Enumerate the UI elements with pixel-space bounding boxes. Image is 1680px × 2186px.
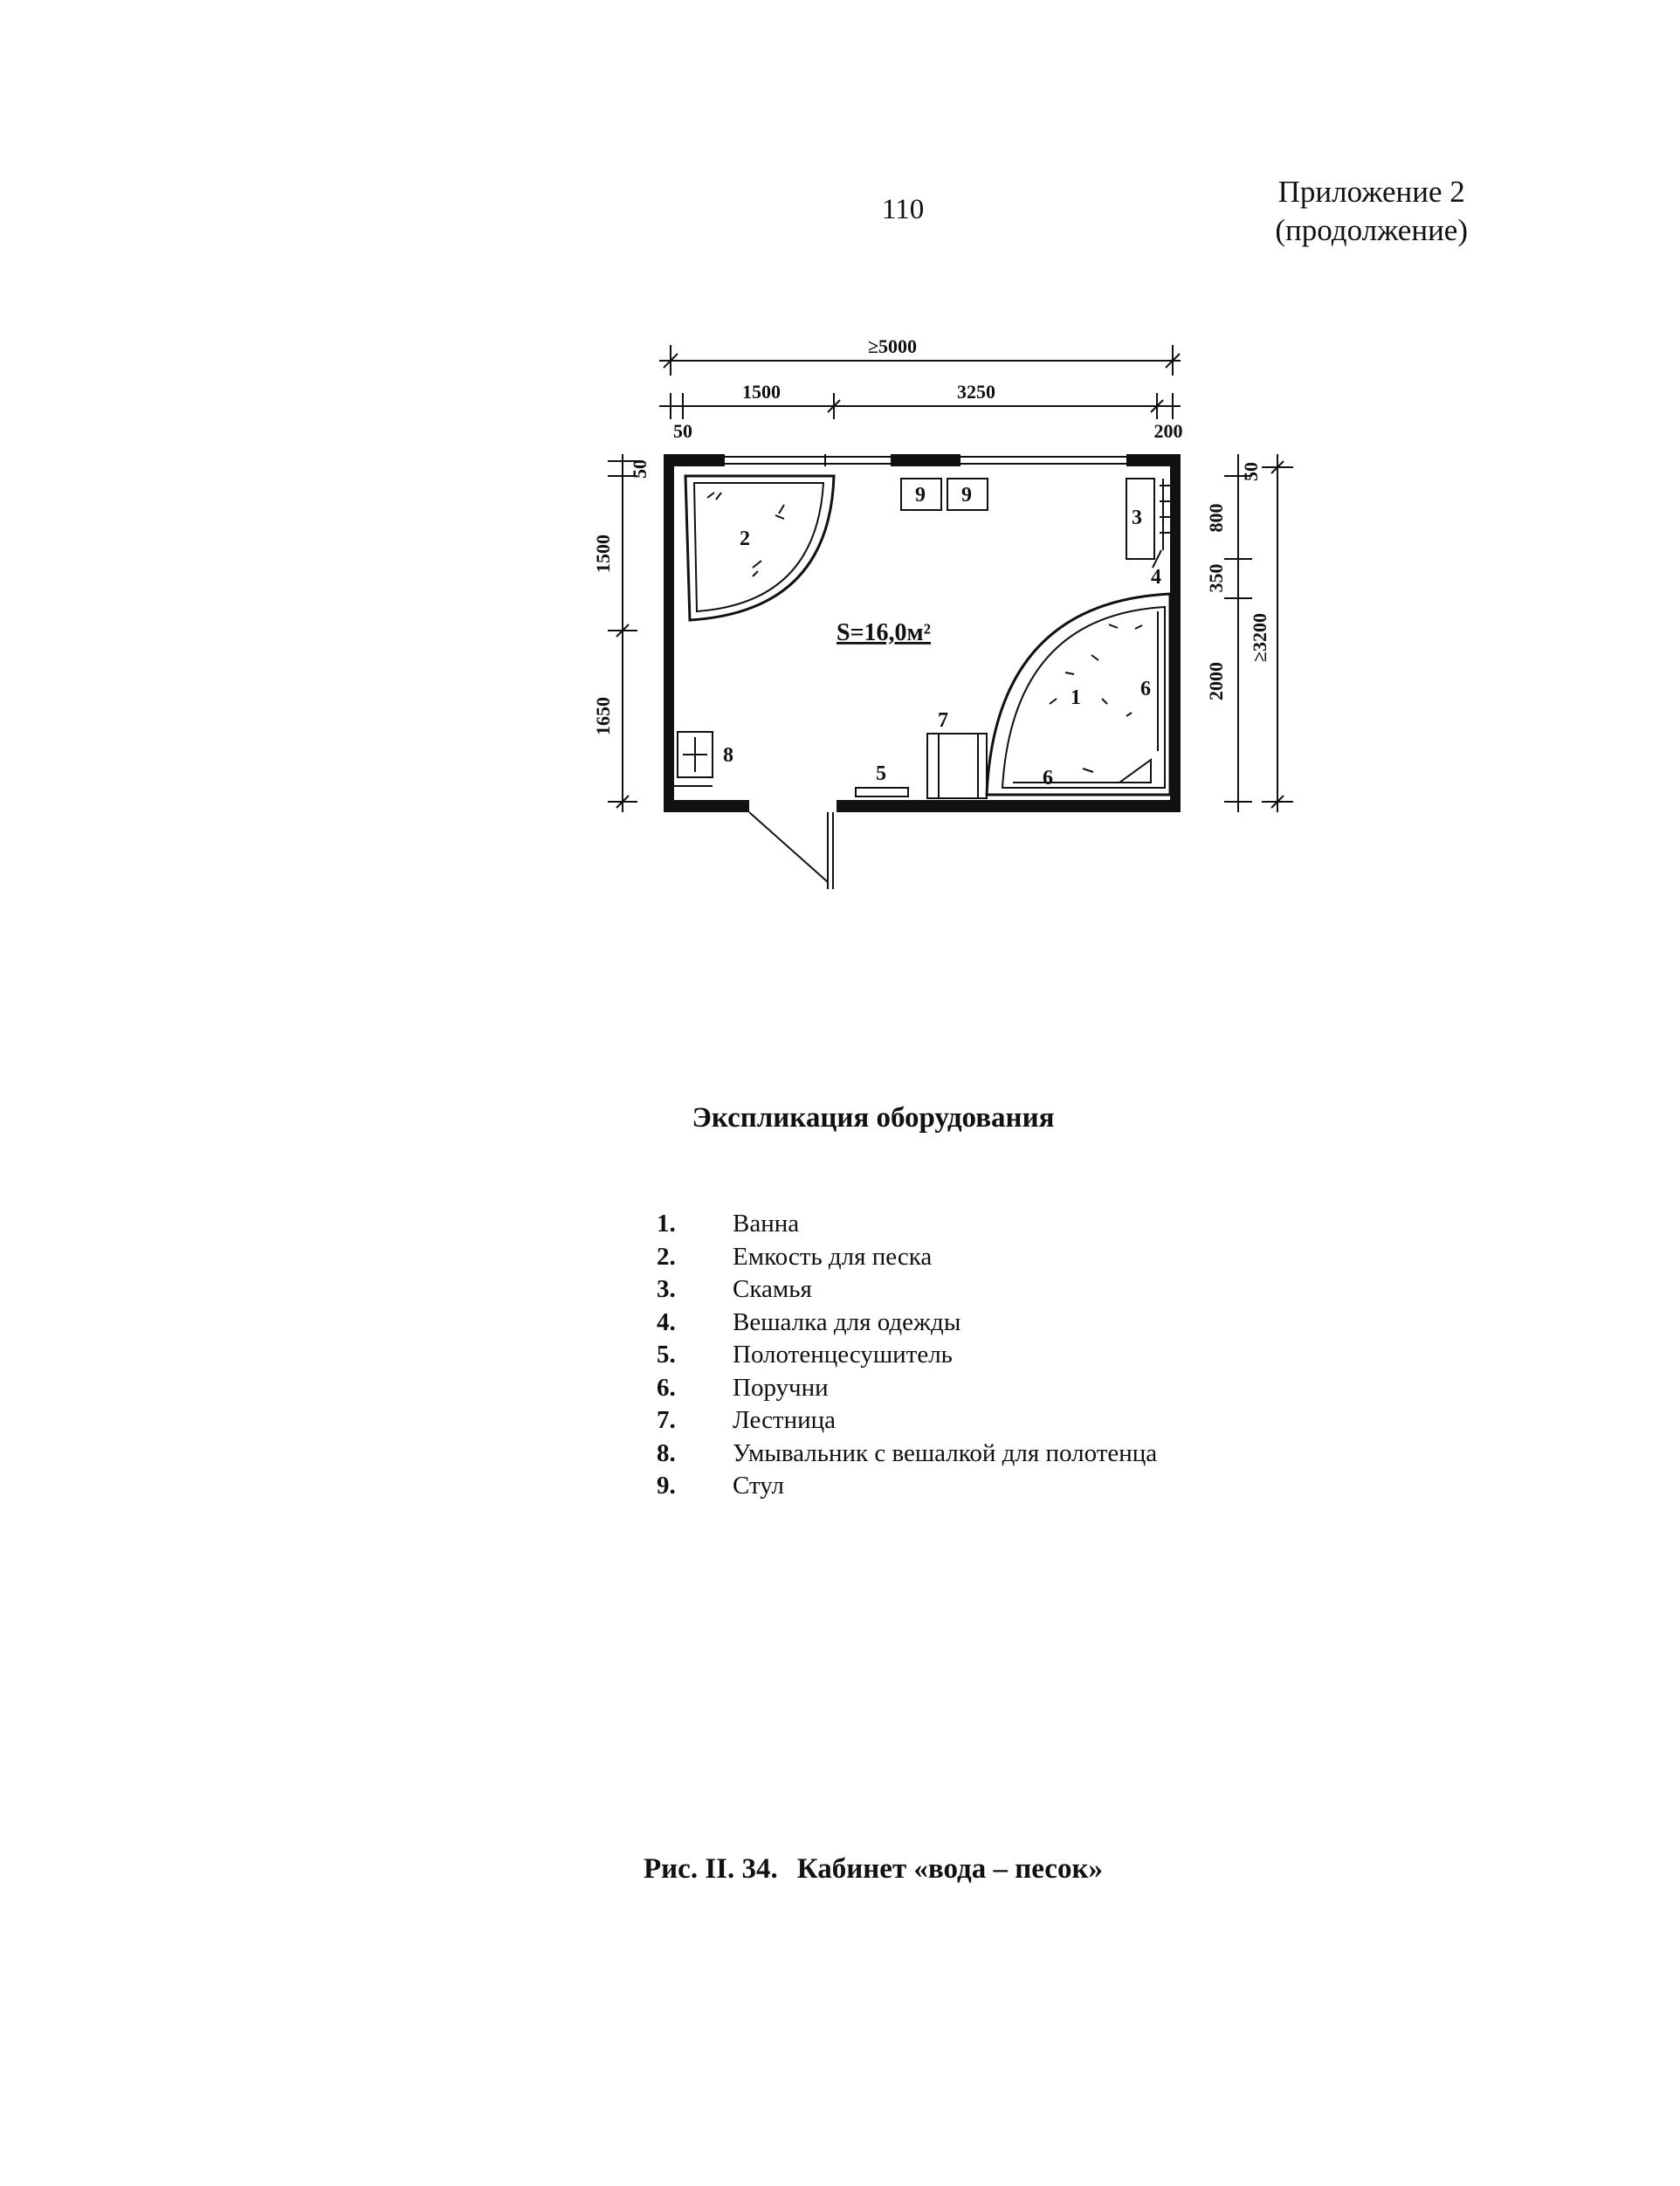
dim-small-right: 200 (1153, 420, 1183, 442)
equipment-legend (657, 1208, 1157, 1503)
washbasin (674, 732, 713, 786)
label-handrail-right: 6 (1140, 678, 1151, 700)
figure-caption (0, 1853, 1680, 1886)
label-towel-dryer: 5 (876, 762, 886, 785)
appendix-continuation: (продолжение) (1275, 213, 1468, 247)
legend-item (657, 1372, 1157, 1405)
legend-item-text: Емкость для песка (733, 1242, 933, 1271)
legend-item (657, 1273, 1157, 1307)
legend-item-number: 5. (657, 1341, 676, 1369)
dim-left-top: 50 (629, 459, 651, 479)
legend-item-number: 3. (657, 1275, 676, 1303)
chairs (901, 479, 988, 510)
legend-item (657, 1241, 1157, 1274)
legend-item (657, 1404, 1157, 1438)
legend-item-text: Лестница (733, 1406, 837, 1434)
page-number: 110 (882, 194, 925, 225)
legend-item (657, 1470, 1157, 1503)
dim-left-bottom: 1650 (592, 697, 614, 735)
legend-item (657, 1208, 1157, 1241)
legend-item-number: 6. (657, 1373, 676, 1402)
label-washbasin: 8 (723, 744, 733, 767)
entrance-door (749, 812, 833, 889)
legend-item-number: 4. (657, 1307, 676, 1336)
dim-right-800: 800 (1205, 503, 1227, 533)
legend-item (657, 1339, 1157, 1372)
legend-item-number: 9. (657, 1472, 676, 1500)
legend-item-text: Стул (733, 1472, 784, 1500)
dim-small-left: 50 (673, 420, 692, 442)
towel-dryer (856, 788, 908, 796)
dim-seg-left: 1500 (742, 381, 781, 403)
dim-right-350: 350 (1205, 563, 1227, 593)
label-chair-1: 9 (915, 484, 926, 507)
dim-left-mid: 1500 (592, 534, 614, 573)
appendix-label: Приложение 2 (1277, 175, 1465, 209)
legend-item-text: Полотенцесушитель (733, 1341, 953, 1369)
label-handrail-bottom: 6 (1043, 767, 1053, 790)
sand-container (685, 476, 834, 620)
legend-item-number: 7. (657, 1406, 676, 1434)
dim-right-top-small: 50 (1240, 462, 1262, 481)
dim-right-2000: 2000 (1205, 662, 1227, 700)
legend-item-number: 8. (657, 1438, 676, 1467)
label-bench: 3 (1132, 507, 1142, 529)
label-sand-container: 2 (740, 528, 750, 550)
dim-seg-right: 3250 (957, 381, 995, 403)
label-hanger: 4 (1151, 566, 1161, 589)
figure-title: Кабинет «вода – песок» (796, 1853, 1103, 1885)
legend-item (657, 1438, 1157, 1471)
label-chair-2: 9 (961, 484, 972, 507)
legend-item-number: 2. (657, 1242, 676, 1271)
legend-item-text: Вешалка для одежды (733, 1307, 961, 1336)
floor-plan (0, 0, 1680, 961)
handrails (1013, 611, 1158, 783)
legend-item-text: Скамья (733, 1275, 812, 1303)
legend-item-text: Умывальник с вешалкой для полотенца (733, 1438, 1158, 1467)
dim-total-height: ≥3200 (1249, 612, 1270, 663)
label-stairs: 7 (938, 709, 948, 732)
figure-label: Рис. II. 34. (644, 1853, 778, 1885)
label-bath: 1 (1071, 686, 1081, 709)
stairs (927, 734, 987, 798)
legend-item-number: 1. (657, 1210, 676, 1238)
legend-title: Экспликация оборудования (692, 1102, 1055, 1134)
legend-item (657, 1307, 1157, 1340)
legend-item-text: Ванна (733, 1210, 800, 1238)
legend-item-text: Поручни (733, 1373, 829, 1402)
dim-total-width: ≥5000 (867, 335, 918, 357)
room-area: S=16,0м² (837, 619, 931, 646)
